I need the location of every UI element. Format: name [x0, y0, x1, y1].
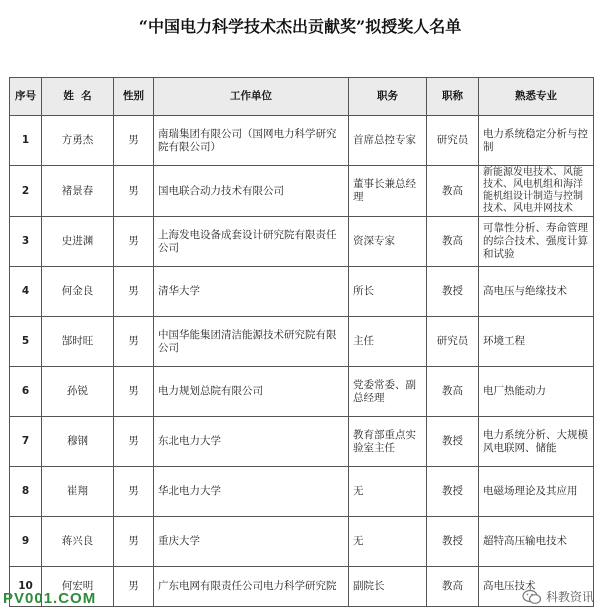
- position-cell: 副院长: [349, 567, 427, 607]
- position-cell: 董事长兼总经理: [349, 166, 427, 217]
- work-unit: 广东电网有限责任公司电力科学研究院: [154, 567, 349, 607]
- position-cell: 主任: [349, 317, 427, 367]
- column-header: 序号: [10, 78, 42, 116]
- position-cell: 教育部重点实验室主任: [349, 417, 427, 467]
- gender-cell: 男: [114, 517, 154, 567]
- gender-cell: 男: [114, 567, 154, 607]
- expertise-cell: 高电压与绝缘技术: [479, 267, 594, 317]
- watermark-site: PV001.COM: [3, 590, 97, 607]
- gender-cell: 男: [114, 267, 154, 317]
- table-row: [10, 217, 594, 267]
- table-row: [10, 467, 594, 517]
- award-list-table: [9, 77, 594, 607]
- work-unit: 中国华能集团清洁能源技术研究院有限公司: [154, 317, 349, 367]
- expertise-cell: 电力系统稳定分析与控制: [479, 116, 594, 166]
- row-number: 10: [10, 567, 42, 607]
- position-cell: 无: [349, 467, 427, 517]
- title-cell: 研究员: [427, 317, 479, 367]
- expertise-cell: 超特高压输电技术: [479, 517, 594, 567]
- column-header: 熟悉专业: [479, 78, 594, 116]
- work-unit: 东北电力大学: [154, 417, 349, 467]
- column-header: 职称: [427, 78, 479, 116]
- table-row: [10, 116, 594, 166]
- expertise-cell: 电力系统分析、大规模风电联网、储能: [479, 417, 594, 467]
- row-number: 2: [10, 166, 42, 217]
- table-row: [10, 417, 594, 467]
- title-cell: 教授: [427, 417, 479, 467]
- person-name: 孙锐: [42, 367, 114, 417]
- table-row: [10, 166, 594, 217]
- page-title: “中国电力科学技术杰出贡献奖”拟授奖人名单: [138, 17, 462, 36]
- expertise-cell: 可靠性分析、寿命管理的综合技术、强度计算和试验: [479, 217, 594, 267]
- person-name: 何宏明: [42, 567, 114, 607]
- row-number: 9: [10, 517, 42, 567]
- gender-cell: 男: [114, 417, 154, 467]
- gender-cell: 男: [114, 166, 154, 217]
- work-unit: 南瑞集团有限公司（国网电力科学研究院有限公司）: [154, 116, 349, 166]
- table-header-row: [10, 78, 594, 116]
- person-name: 郜时旺: [42, 317, 114, 367]
- position-cell: 首席总控专家: [349, 116, 427, 166]
- row-number: 8: [10, 467, 42, 517]
- column-header: 姓 名: [42, 78, 114, 116]
- title-cell: 教高: [427, 367, 479, 417]
- position-cell: 党委常委、副总经理: [349, 367, 427, 417]
- gender-cell: 男: [114, 317, 154, 367]
- position-cell: 无: [349, 517, 427, 567]
- row-number: 6: [10, 367, 42, 417]
- gender-cell: 男: [114, 467, 154, 517]
- table-row: [10, 517, 594, 567]
- row-number: 4: [10, 267, 42, 317]
- person-name: 史进渊: [42, 217, 114, 267]
- expertise-cell: 环境工程: [479, 317, 594, 367]
- wechat-icon: [522, 589, 542, 605]
- work-unit: 华北电力大学: [154, 467, 349, 517]
- title-cell: 教授: [427, 517, 479, 567]
- watermark-account-name: 科教资讯: [545, 590, 594, 604]
- person-name: 何金良: [42, 267, 114, 317]
- work-unit: 上海发电设备成套设计研究院有限责任公司: [154, 217, 349, 267]
- work-unit: 清华大学: [154, 267, 349, 317]
- title-cell: 教授: [427, 267, 479, 317]
- table-row: [10, 317, 594, 367]
- person-name: 褚景春: [42, 166, 114, 217]
- title-cell: 研究员: [427, 116, 479, 166]
- person-name: 崔翔: [42, 467, 114, 517]
- row-number: 5: [10, 317, 42, 367]
- title-cell: 教高: [427, 217, 479, 267]
- table-row: [10, 367, 594, 417]
- table-row: [10, 567, 594, 607]
- work-unit: 电力规划总院有限公司: [154, 367, 349, 417]
- column-header: 性别: [114, 78, 154, 116]
- work-unit: 国电联合动力技术有限公司: [154, 166, 349, 217]
- row-number: 7: [10, 417, 42, 467]
- person-name: 蒋兴良: [42, 517, 114, 567]
- expertise-cell: 新能源发电技术、风能技术、风电机组和海洋能机组设计制造与控制技术、风电并网技术: [479, 166, 594, 217]
- gender-cell: 男: [114, 116, 154, 166]
- gender-cell: 男: [114, 217, 154, 267]
- watermark-account: [522, 588, 594, 605]
- row-number: 3: [10, 217, 42, 267]
- title-cell: 教高: [427, 166, 479, 217]
- position-cell: 资深专家: [349, 217, 427, 267]
- person-name: 穆钢: [42, 417, 114, 467]
- title-cell: 教授: [427, 467, 479, 517]
- title-cell: 教高: [427, 567, 479, 607]
- position-cell: 所长: [349, 267, 427, 317]
- expertise-cell: 电磁场理论及其应用: [479, 467, 594, 517]
- person-name: 方勇杰: [42, 116, 114, 166]
- gender-cell: 男: [114, 367, 154, 417]
- column-header: 职务: [349, 78, 427, 116]
- row-number: 1: [10, 116, 42, 166]
- table-row: [10, 267, 594, 317]
- work-unit: 重庆大学: [154, 517, 349, 567]
- expertise-cell: 电厂热能动力: [479, 367, 594, 417]
- column-header: 工作单位: [154, 78, 349, 116]
- expertise-cell: 高电压技术: [479, 567, 594, 607]
